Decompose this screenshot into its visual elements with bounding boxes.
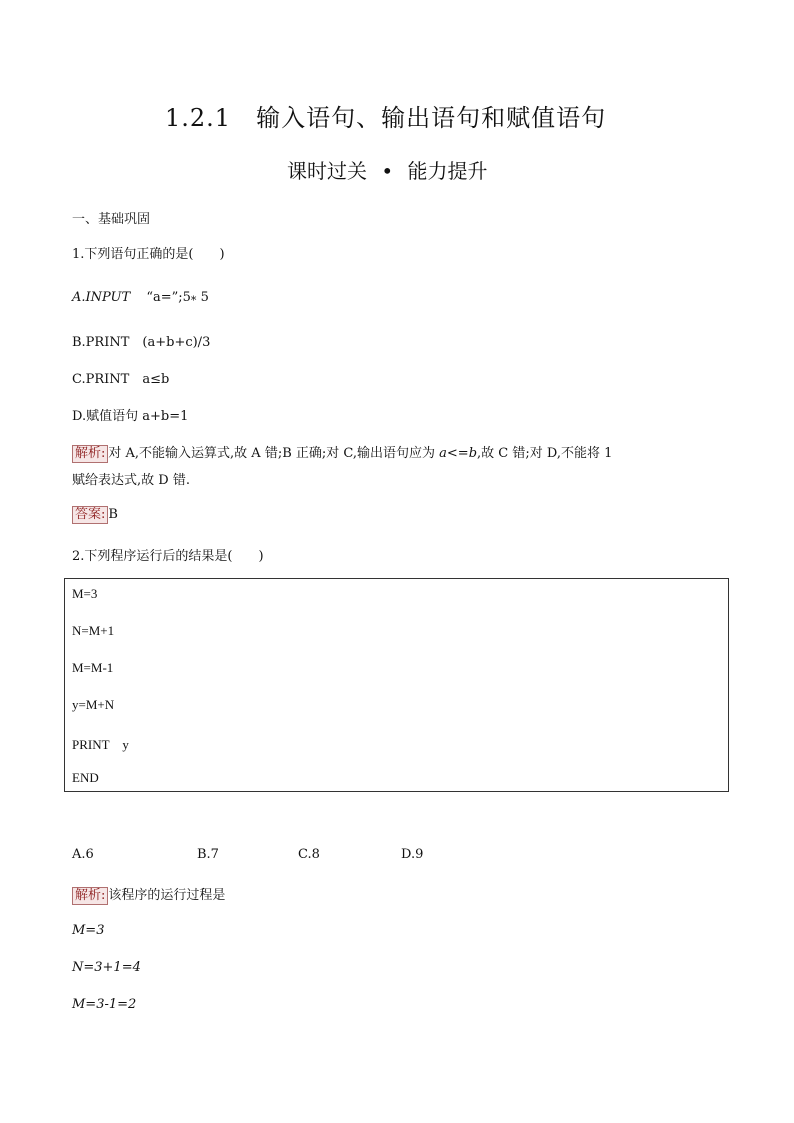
answer-value: B: [108, 507, 118, 522]
analysis-expr: a<=b: [439, 446, 478, 461]
analysis-text: 对 A,不能输入运算式,故 A 错;B 正确;对 C,输出语句应为: [108, 446, 440, 461]
analysis-label: 解析:: [72, 445, 108, 463]
q1-analysis: [72, 442, 612, 463]
answer-label: 答案:: [72, 506, 108, 524]
subtitle-left: 课时过关: [287, 159, 367, 183]
q1-a-cmd: INPUT: [85, 290, 131, 305]
asterisk-icon: *: [190, 294, 197, 307]
page-title: 1.2.1 输入语句、输出语句和赋值语句: [165, 104, 607, 132]
q1-a-quote: “a=”: [146, 290, 179, 305]
step-line: N=3+1=4: [72, 960, 141, 975]
q2-option-c: C.8: [298, 847, 320, 862]
q1-answer: [72, 506, 118, 524]
q1-option-b: B.PRINT (a+b+c)/3: [72, 335, 211, 350]
q1-a-tail: 5: [200, 290, 209, 305]
q2-option-d: D.9: [401, 847, 424, 862]
q1-option-a: [72, 290, 209, 305]
q1-stem: 1.下列语句正确的是( ): [72, 247, 225, 262]
q2-analysis: [72, 884, 225, 905]
q2-option-b: B.7: [197, 847, 219, 862]
step-line: M=3: [72, 923, 105, 938]
q1-option-c: C.PRINT a≤b: [72, 372, 170, 387]
step-line: M=3-1=2: [72, 997, 137, 1012]
section-heading: 一、基础巩固: [72, 212, 151, 227]
code-box: [64, 578, 729, 792]
subtitle: [287, 155, 488, 184]
q1-analysis-line2: 赋给表达式,故 D 错.: [72, 473, 190, 488]
code-line: END: [72, 770, 99, 785]
code-line: PRINT y: [72, 737, 129, 752]
code-line: M=3: [72, 586, 98, 601]
analysis-label: 解析:: [72, 887, 108, 905]
code-line: N=M+1: [72, 623, 115, 638]
q2-stem: 2.下列程序运行后的结果是( ): [72, 549, 264, 564]
analysis-text: 该程序的运行过程是: [108, 888, 226, 903]
q1-option-d: D.赋值语句 a+b=1: [72, 409, 189, 424]
bullet-icon: •: [381, 159, 394, 183]
q1-a-rest: ;5: [178, 290, 191, 305]
q2-option-a: A.6: [72, 847, 94, 862]
code-line: y=M+N: [72, 697, 115, 712]
q1-a-prefix: A.: [72, 290, 86, 305]
subtitle-right: 能力提升: [407, 159, 488, 183]
code-line: M=M-1: [72, 660, 114, 675]
analysis-text-2: ,故 C 错;对 D,不能将 1: [477, 446, 613, 461]
